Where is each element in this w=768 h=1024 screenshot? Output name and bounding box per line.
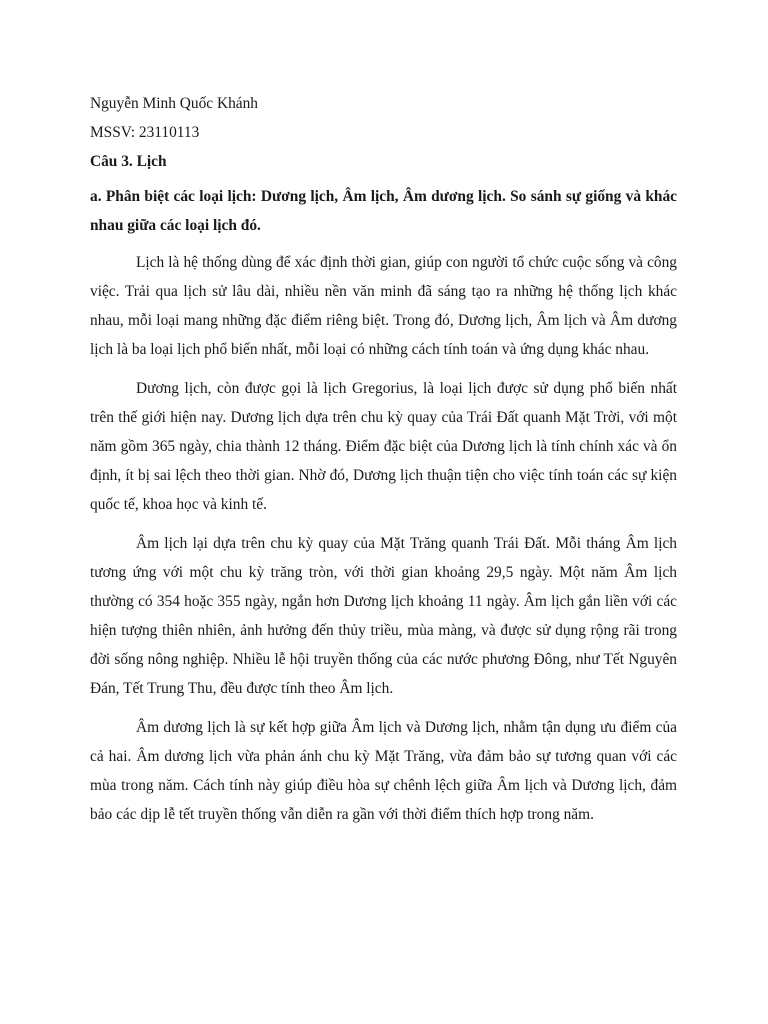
question-title: Câu 3. Lịch [90,153,167,170]
document-page [90,89,677,829]
paragraph-lunar-calendar: Âm lịch lại dựa trên chu kỳ quay của Mặt Trăng quanh Trái Đất. Mỗi tháng Âm lịch tương ứng với một chu kỳ trăng tròn, với thời gian khoảng 29,5 ngày. Một năm Âm lịch thường có 354 hoặc 355 ngày, ngắn hơn Dương lịch khoảng 11 ngày. Âm lịch gắn liền với các hiện tượng thiên nhiên, ảnh hưởng đến thủy triều, mùa màng, và được sử dụng rộng rãi trong đời sống nông nghiệp. Nhiều lễ hội truyền thống của các nước phương Đông, như Tết Nguyên Đán, Tết Trung Thu, đều được tính theo Âm lịch. [90,535,677,697]
paragraph-intro: Lịch là hệ thống dùng để xác định thời gian, giúp con người tổ chức cuộc sống và công việc. Trải qua lịch sử lâu dài, nhiều nền văn minh đã sáng tạo ra những hệ thống lịch khác nhau, mỗi loại mang những đặc điểm riêng biệt. Trong đó, Dương lịch, Âm lịch và Âm dương lịch là ba loại lịch phổ biến nhất, mỗi loại có những cách tính toán và ứng dụng khác nhau. [90,254,677,358]
paragraph-solar-calendar: Dương lịch, còn được gọi là lịch Gregorius, là loại lịch được sử dụng phổ biến nhất trên thế giới hiện nay. Dương lịch dựa trên chu kỳ quay của Trái Đất quanh Mặt Trời, với một năm gồm 365 ngày, chia thành 12 tháng. Điểm đặc biệt của Dương lịch là tính chính xác và ổn định, ít bị sai lệch theo thời gian. Nhờ đó, Dương lịch thuận tiện cho việc tính toán các sự kiện quốc tế, khoa học và kinh tế. [90,380,677,513]
author-name: Nguyễn Minh Quốc Khánh [90,95,258,112]
section-heading: a. Phân biệt các loại lịch: Dương lịch, Âm lịch, Âm dương lịch. So sánh sự giống và khác nhau giữa các loại lịch đó. [90,188,677,234]
paragraph-lunisolar-calendar: Âm dương lịch là sự kết hợp giữa Âm lịch và Dương lịch, nhằm tận dụng ưu điểm của cả hai. Âm dương lịch vừa phản ánh chu kỳ Mặt Trăng, vừa đảm bảo sự tương quan với các mùa trong năm. Cách tính này giúp điều hòa sự chênh lệch giữa Âm lịch và Dương lịch, đảm bảo các dịp lễ tết truyền thống vẫn diễn ra gần với thời điểm thích hợp trong năm. [90,719,677,823]
student-id: MSSV: 23110113 [90,124,200,141]
